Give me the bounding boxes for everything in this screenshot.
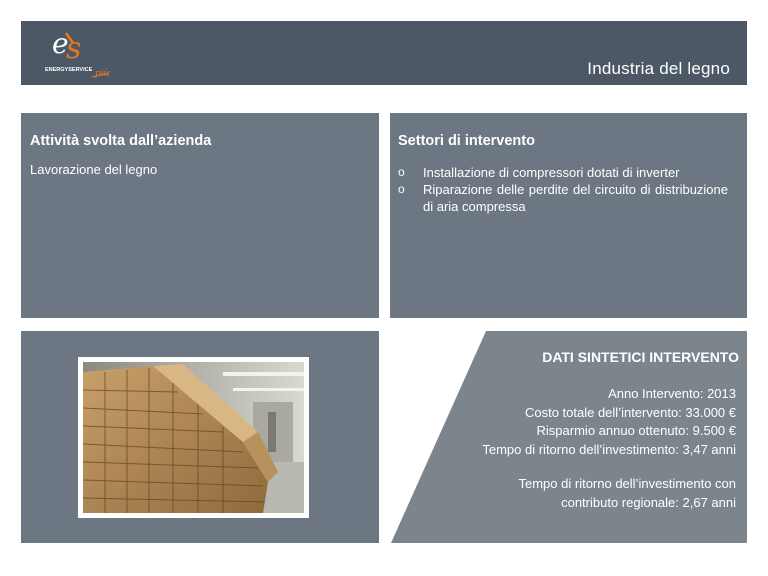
header-bar bbox=[21, 21, 747, 85]
summary-title: DATI SINTETICI INTERVENTO bbox=[542, 349, 739, 365]
summary-total-cost: Costo totale dell’intervento: 33.000 € bbox=[524, 404, 736, 420]
summary-spacer bbox=[416, 459, 736, 475]
summary-year: Anno Intervento: 2013 bbox=[608, 386, 736, 401]
photo-frame bbox=[78, 357, 309, 518]
summary-lines bbox=[416, 385, 736, 512]
svg-text:più: più bbox=[95, 69, 110, 79]
circle-outline-icon: o bbox=[398, 165, 405, 179]
photo-panel bbox=[21, 331, 379, 543]
intervention-sectors-title: Settori di intervento bbox=[398, 133, 535, 149]
summary-payback: Tempo di ritorno dell’investimento: 3,47 anni bbox=[482, 441, 736, 457]
svg-text:e: e bbox=[52, 27, 69, 60]
intervention-item-text: Installazione di compressori dotati di inverter bbox=[423, 165, 680, 180]
summary-regional-payback-line2: contributo regionale: 2,67 anni bbox=[561, 494, 736, 510]
intervention-item-text: Riparazione delle perdite del circuito di distribuzione di aria compressa bbox=[423, 182, 728, 214]
svg-text:s: s bbox=[66, 31, 82, 66]
list-item bbox=[398, 181, 728, 215]
intervention-list bbox=[398, 164, 728, 215]
page-title: Industria del legno bbox=[587, 59, 730, 78]
company-activity-text: Lavorazione del legno bbox=[30, 162, 158, 177]
energyservice-logo bbox=[43, 25, 125, 81]
company-activity-panel bbox=[21, 113, 379, 318]
svg-text:ENERGYSERVICE: ENERGYSERVICE bbox=[45, 67, 93, 73]
intervention-sectors-panel bbox=[390, 113, 747, 318]
company-activity-title: Attività svolta dall’azienda bbox=[30, 133, 212, 149]
summary-panel bbox=[391, 331, 747, 543]
summary-regional-payback-line1: Tempo di ritorno dell’investimento con bbox=[518, 476, 736, 491]
circle-outline-icon: o bbox=[398, 182, 405, 196]
summary-annual-saving: Risparmio annuo ottenuto: 9.500 € bbox=[536, 423, 736, 438]
stacked-timber-photo bbox=[83, 362, 304, 513]
list-item bbox=[398, 164, 728, 181]
